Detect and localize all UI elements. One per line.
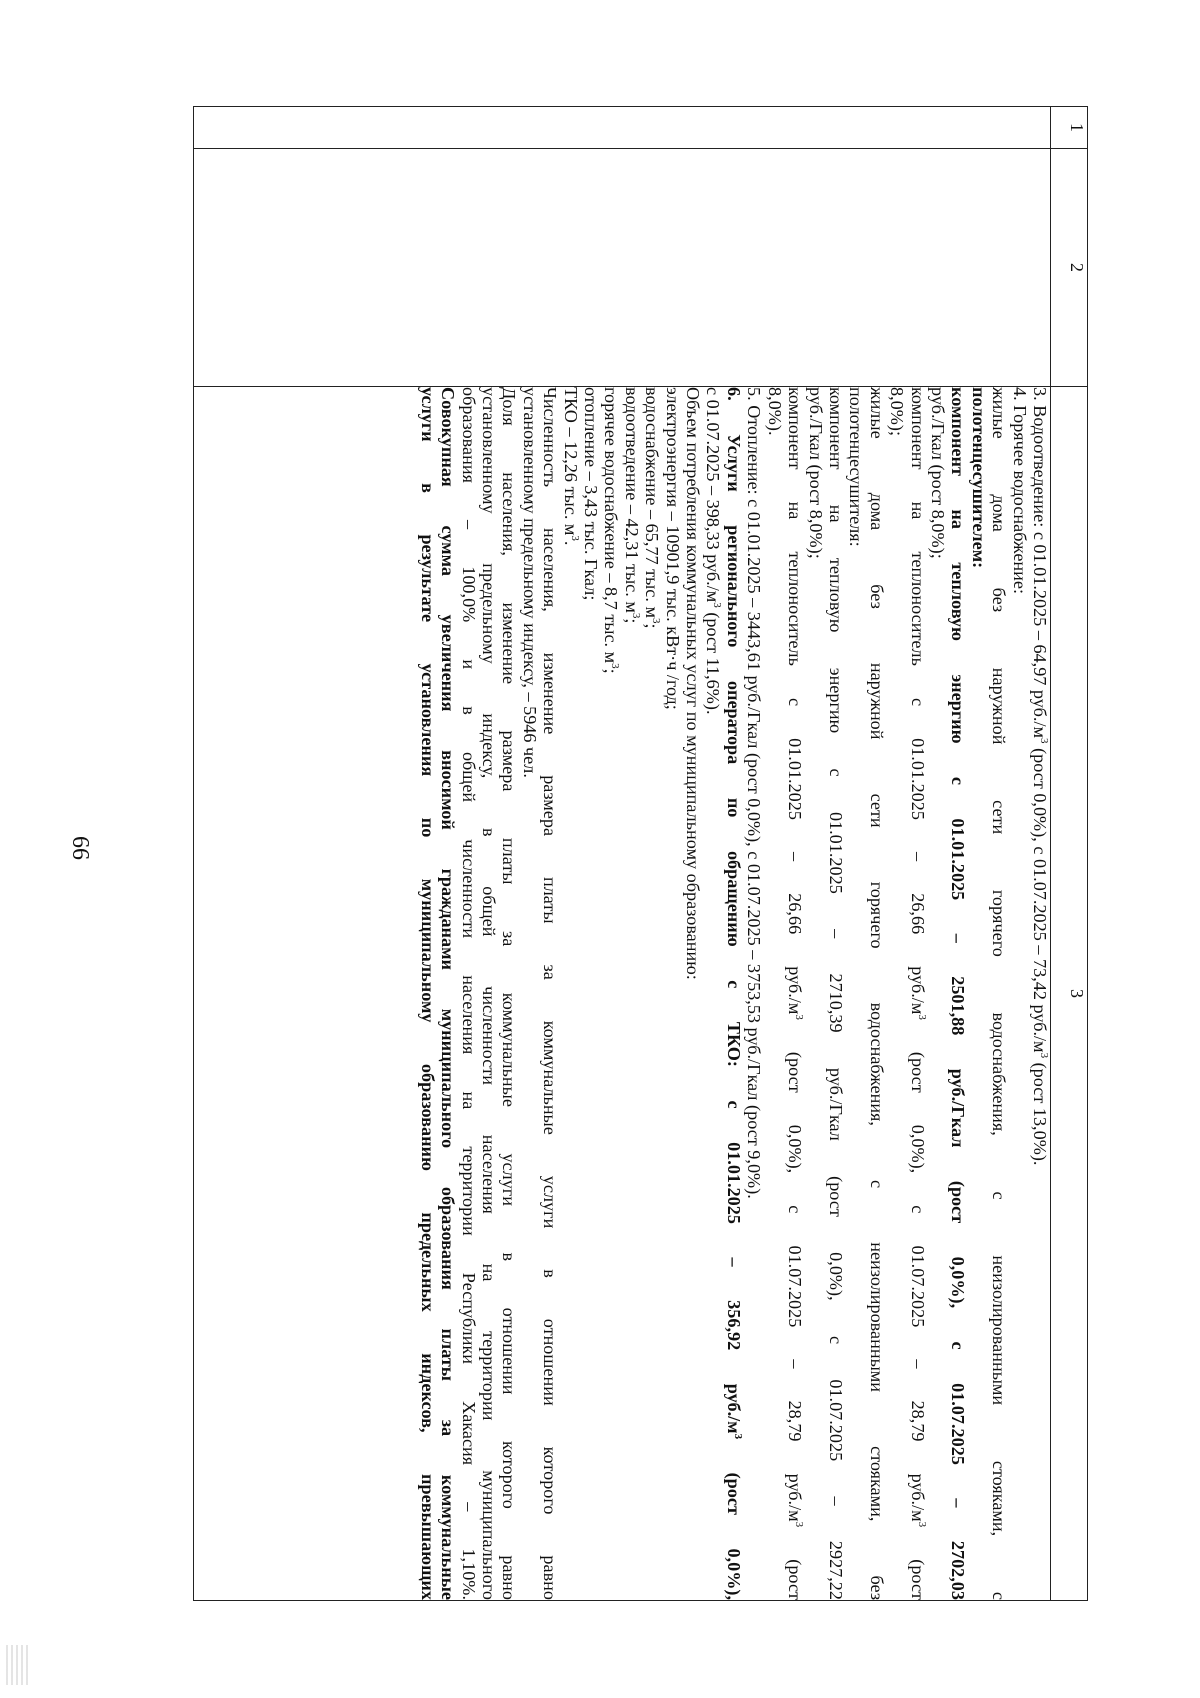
- line-heat-component-2-end: руб./Гкал (рост 8,0%);: [805, 387, 826, 559]
- line-population-share-3: образования – 100,0% и в общей численности населения на территории Республики Хакасия – 1,10%.: [458, 387, 479, 1600]
- table-row: [194, 107, 1051, 1601]
- cell-col-1: [194, 107, 1051, 149]
- header-col-2: 2: [1051, 149, 1088, 387]
- line-carrier-component-1-end: 8,0%);: [887, 387, 908, 436]
- scan-smudge: [6, 1645, 28, 1685]
- cell-col-2: [194, 149, 1051, 387]
- tariff-table: [193, 106, 1088, 1601]
- cell-col-3: [194, 387, 1051, 1601]
- line-hot-water-case-2-end: полотенцесушителя:: [846, 387, 867, 547]
- line-population: Численность населения, изменение размера платы за коммунальные услуги в отношении которого равно: [540, 387, 561, 1600]
- line-water-disposal: водоотведение – 42,31 тыс. $м^3$;: [621, 387, 642, 624]
- line-population-end: установленному предельному индексу, – 5946 чел.: [519, 387, 540, 778]
- line-hot-water-case-1-end: полотенцесушителем:: [968, 387, 989, 569]
- line-total-increase: Совокупная сумма увеличения вносимой гражданами муниципального образования платы за коммунальные: [438, 387, 459, 1600]
- line-carrier-component-2: компонент на теплоноситель с 01.01.2025 – 26,66 $руб./м^3$ (рост 0,0%), с 01.07.2025 – 28,79 $руб./м^3$ (рост: [785, 387, 806, 1600]
- table-header-row: [1051, 107, 1088, 1601]
- line-hot-water-case-1: жилые дома без наружной сети горячего водоснабжения, с неизолированными стояками, с: [989, 387, 1010, 1600]
- header-col-1: 1: [1051, 107, 1088, 149]
- line-population-share-2: установленному предельному индексу, в общей численности населения на территории муниципального: [479, 387, 500, 1600]
- page-number: 66: [67, 836, 93, 860]
- line-waste-operator: 6. Услуги регионального оператора по обращению с ТКО: с 01.01.2025 – 356,92 $руб./м^3$ (рост 0,0%),: [723, 387, 744, 1600]
- line-heating-volume: отопление – 3,43 тыс. Гкал;: [581, 387, 602, 601]
- line-waste-volume: ТКО – 12,26 тыс. $м^3$.: [560, 387, 581, 546]
- line-heating: 5. Отопление: с 01.01.2025 – 3443,61 руб./Гкал (рост 0,0%), с 01.07.2025 – 3753,53 руб./Гкал (рост 9,0%).: [744, 387, 765, 1199]
- line-heat-component-1-end: руб./Гкал (рост 8,0%);: [927, 387, 948, 559]
- line-carrier-component-1: компонент на теплоноситель с 01.01.2025 – 26,66 $руб./м^3$ (рост 0,0%), с 01.07.2025 – 28,79 $руб./м^3$ (рост: [907, 387, 928, 1600]
- line-hot-water-volume: горячее водоснабжение – 8,7 тыс. $м^3$;: [601, 387, 622, 674]
- header-col-3: 3: [1051, 387, 1088, 1601]
- line-water-supply: водоснабжение – 65,77 тыс. $м^3$;: [642, 387, 663, 629]
- line-electricity: электроэнергия – 10901,9 тыс. кВт·ч /год;: [662, 387, 683, 710]
- line-carrier-component-2-end: 8,0%).: [764, 387, 785, 436]
- line-population-share: Доля населения, изменение размера платы за коммунальные услуги в отношении которого равно: [499, 387, 520, 1600]
- line-total-increase-2: услуги в результате установления по муниципальному образованию предельных индексов, превышающих: [417, 387, 438, 1600]
- line-sewerage: 3. Водоотведение: с 01.01.2025 – 64,97 $руб./м^3$ (рост 0,0%), с 01.07.2025 – 73,42 $руб./м^3$ (рост 13,0%).: [1030, 387, 1051, 1166]
- line-hot-water-case-2: жилые дома без наружной сети горячего водоснабжения, с неизолированными стояками, без: [866, 387, 887, 1600]
- line-heat-component-1: компонент на тепловую энергию с 01.01.2025 – 2501,88 руб./Гкал (рост 0,0%), с 01.07.2025 – 2702,03: [948, 387, 969, 1600]
- line-hot-water-heading: 4. Горячее водоснабжение:: [1009, 387, 1030, 594]
- line-heat-component-2: компонент на тепловую энергию с 01.01.2025 – 2710,39 руб./Гкал (рост 0,0%), с 01.07.2025 – 2927,22: [825, 387, 846, 1600]
- rotated-page-content: [193, 106, 1088, 1601]
- line-consumption-heading: Объем потребления коммунальных услуг по муниципальному образованию:: [683, 387, 704, 980]
- line-waste-operator-end: с 01.07.2025 – 398,33 $руб./м^3$ (рост 11,6%).: [703, 387, 724, 715]
